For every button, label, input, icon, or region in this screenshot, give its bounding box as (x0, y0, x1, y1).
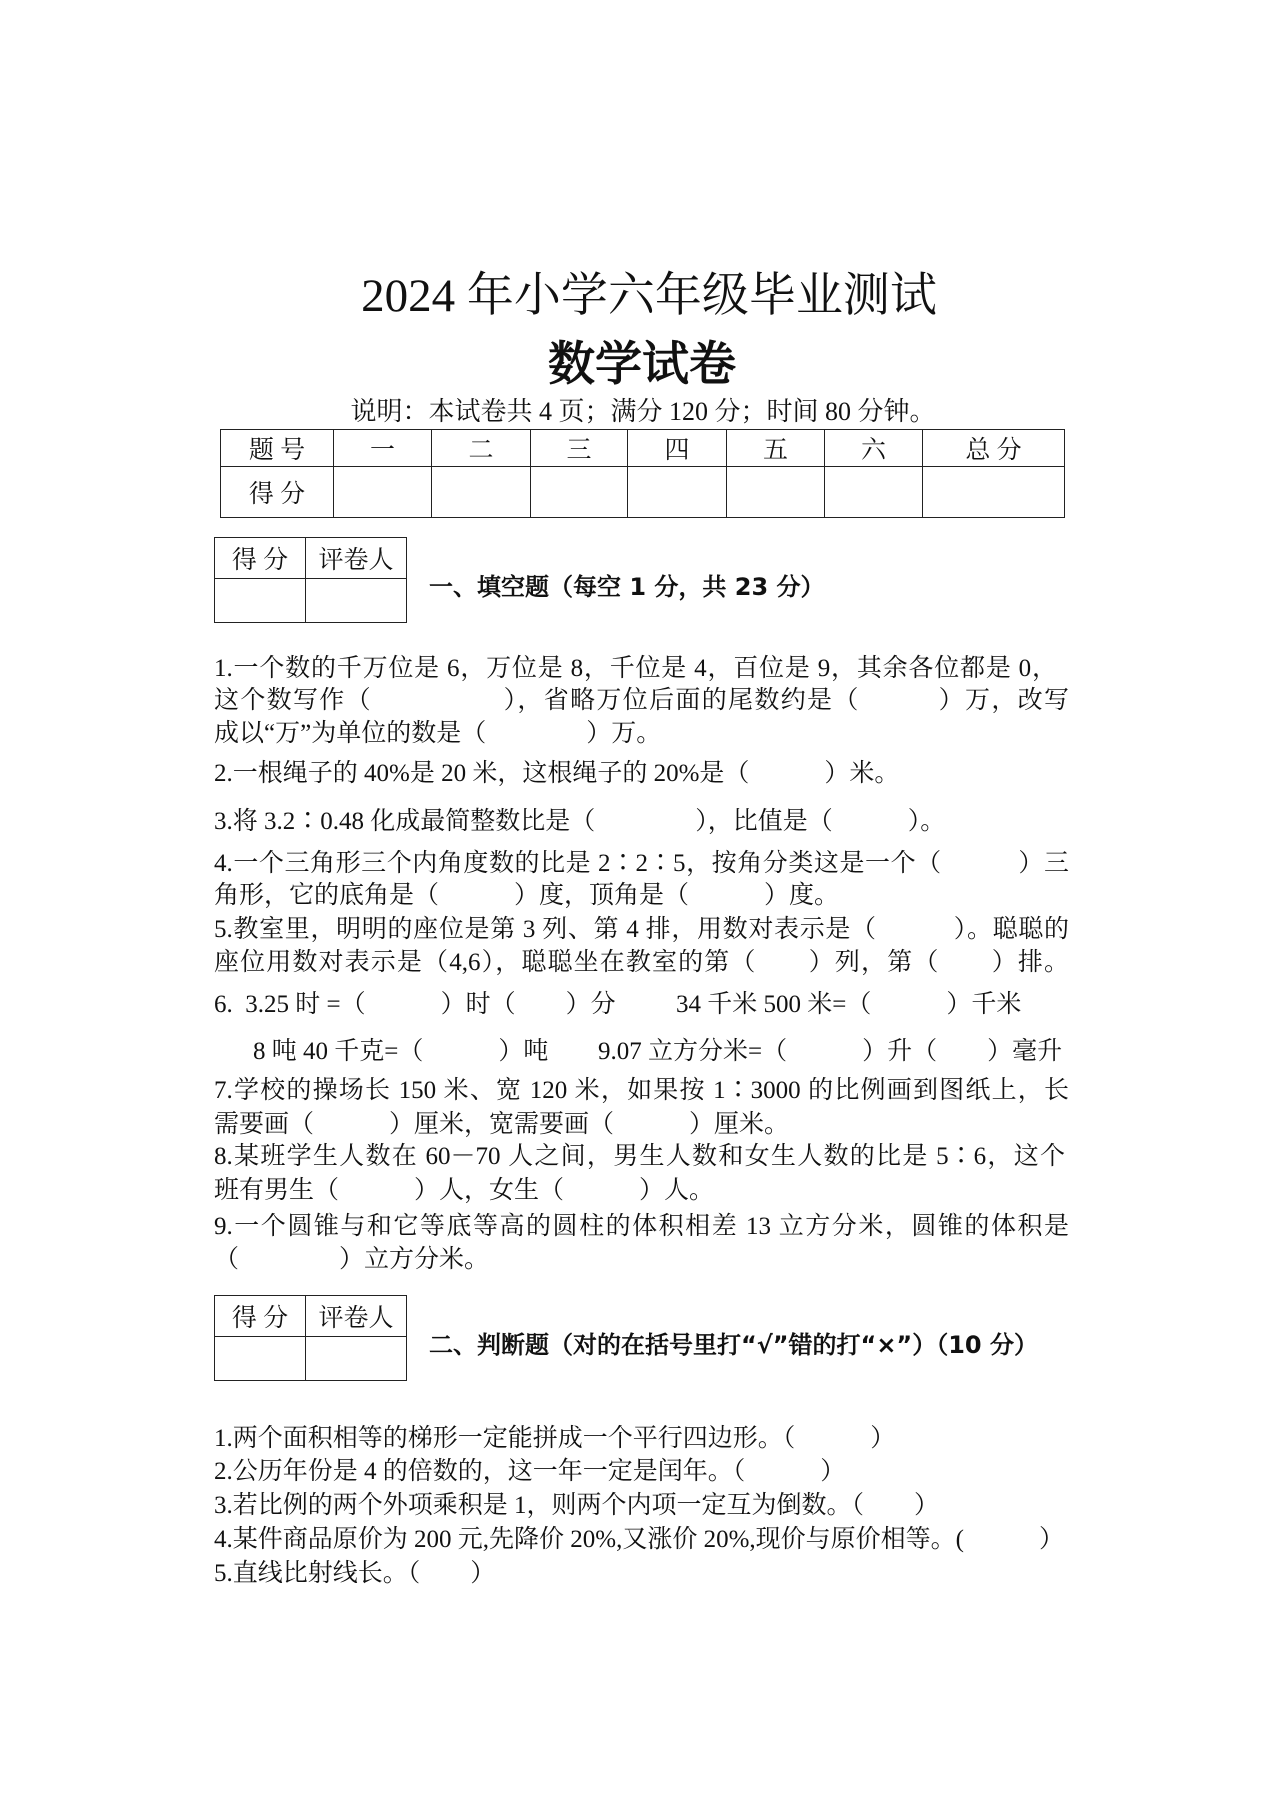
header-part-3: 三 (531, 430, 628, 467)
header-part-6: 六 (825, 430, 923, 467)
q8-line-1: 8.某班学生人数在 60－70 人之间，男生人数和女生人数的比是 5∶6，这个 (214, 1143, 1065, 1170)
header-part-2: 二 (432, 430, 531, 467)
score-cell-5 (727, 467, 825, 518)
score-cell-2 (432, 467, 531, 518)
score-row-label: 得 分 (221, 467, 334, 518)
header-part-5: 五 (727, 430, 825, 467)
header-part-4: 四 (628, 430, 727, 467)
score-table-header-row (221, 430, 1065, 467)
section-1-score-cell (215, 579, 306, 623)
section-2-score-cell (215, 1337, 306, 1381)
section-1-grader-box (214, 537, 407, 623)
exam-title: 2024 年小学六年级毕业测试 (361, 270, 937, 322)
score-table-score-row (221, 467, 1065, 518)
judgement-5: 5.直线比射线长。（ ） (214, 1560, 496, 1587)
section-1-score-label: 得 分 (215, 538, 306, 579)
header-total: 总 分 (923, 430, 1065, 467)
score-cell-total (923, 467, 1065, 518)
q9-line-1: 9.一个圆锥与和它等底等高的圆柱的体积相差 13 立方分米，圆锥的体积是 (214, 1213, 1069, 1240)
section-1-grader-label: 评卷人 (306, 538, 407, 579)
section-2-grader-label: 评卷人 (306, 1296, 407, 1337)
score-cell-4 (628, 467, 727, 518)
q1-line-1: 1.一个数的千万位是 6，万位是 8，千位是 4，百位是 9，其余各位都是 0， (214, 655, 1057, 682)
judgement-2: 2.公历年份是 4 的倍数的，这一年一定是闰年。（ ） (214, 1458, 846, 1485)
score-table (220, 429, 1065, 518)
q8-line-2: 班有男生（ ）人，女生（ ）人。 (214, 1177, 715, 1204)
q5-line-2: 座位用数对表示是（4,6），聪聪坐在教室的第（ ）列，第（ ）排。 (214, 949, 1069, 976)
exam-instructions: 说明：本试卷共 4 页；满分 120 分；时间 80 分钟。 (350, 397, 936, 426)
score-cell-1 (334, 467, 432, 518)
q1-line-3: 成以“万”为单位的数是（ ）万。 (214, 720, 662, 747)
section-2-grader-box (214, 1295, 407, 1381)
q7-line-2: 需要画（ ）厘米，宽需要画（ ）厘米。 (214, 1111, 790, 1138)
q4-line-1: 4.一个三角形三个内角度数的比是 2∶2∶5，按角分类这是一个（ ）三 (214, 850, 1069, 877)
q7-line-1: 7.学校的操场长 150 米、宽 120 米，如果按 1∶3000 的比例画到图纸上，长 (214, 1077, 1069, 1104)
q3-line-1: 3.将 3.2∶0.48 化成最简整数比是（ ），比值是（ ）。 (214, 808, 946, 835)
q9-line-2: （ ）立方分米。 (214, 1246, 490, 1273)
header-part-1: 一 (334, 430, 432, 467)
section-1-grader-cell (306, 579, 407, 623)
q4-line-2: 角形，它的底角是（ ）度，顶角是（ ）度。 (214, 882, 840, 909)
header-question-number: 题 号 (221, 430, 334, 467)
q6-line-1-part-1: 6. 3.25 时 =（ ）时（ ）分 (214, 991, 616, 1018)
score-cell-6 (825, 467, 923, 518)
section-1-title: 一、填空题（每空 1 分，共 23 分） (429, 573, 825, 601)
q6-line-2-part-2: 9.07 立方分米=（ ）升（ ）毫升 (598, 1038, 1063, 1065)
q1-line-2: 这个数写作（ ），省略万位后面的尾数约是（ ）万，改写 (214, 687, 1069, 714)
judgement-1: 1.两个面积相等的梯形一定能拼成一个平行四边形。（ ） (214, 1425, 896, 1452)
section-2-score-label: 得 分 (215, 1296, 306, 1337)
q5-line-1: 5.教室里，明明的座位是第 3 列、第 4 排，用数对表示是（ ）。聪聪的 (214, 916, 1069, 943)
judgement-3: 3.若比例的两个外项乘积是 1，则两个内项一定互为倒数。（ ） (214, 1492, 940, 1519)
section-2-grader-cell (306, 1337, 407, 1381)
judgement-4: 4.某件商品原价为 200 元,先降价 20%,又涨价 20%,现价与原价相等。( ） (214, 1526, 1064, 1553)
q2-line-1: 2.一根绳子的 40%是 20 米，这根绳子的 20%是（ ）米。 (214, 760, 900, 787)
q6-line-2-part-1: 8 吨 40 千克=（ ）吨 (253, 1038, 549, 1065)
q6-line-1-part-2: 34 千米 500 米=（ ）千米 (676, 991, 1022, 1018)
score-cell-3 (531, 467, 628, 518)
section-2-title: 二、判断题（对的在括号里打“√”错的打“×”）（10 分） (429, 1331, 1038, 1359)
exam-subtitle: 数学试卷 (548, 339, 736, 391)
